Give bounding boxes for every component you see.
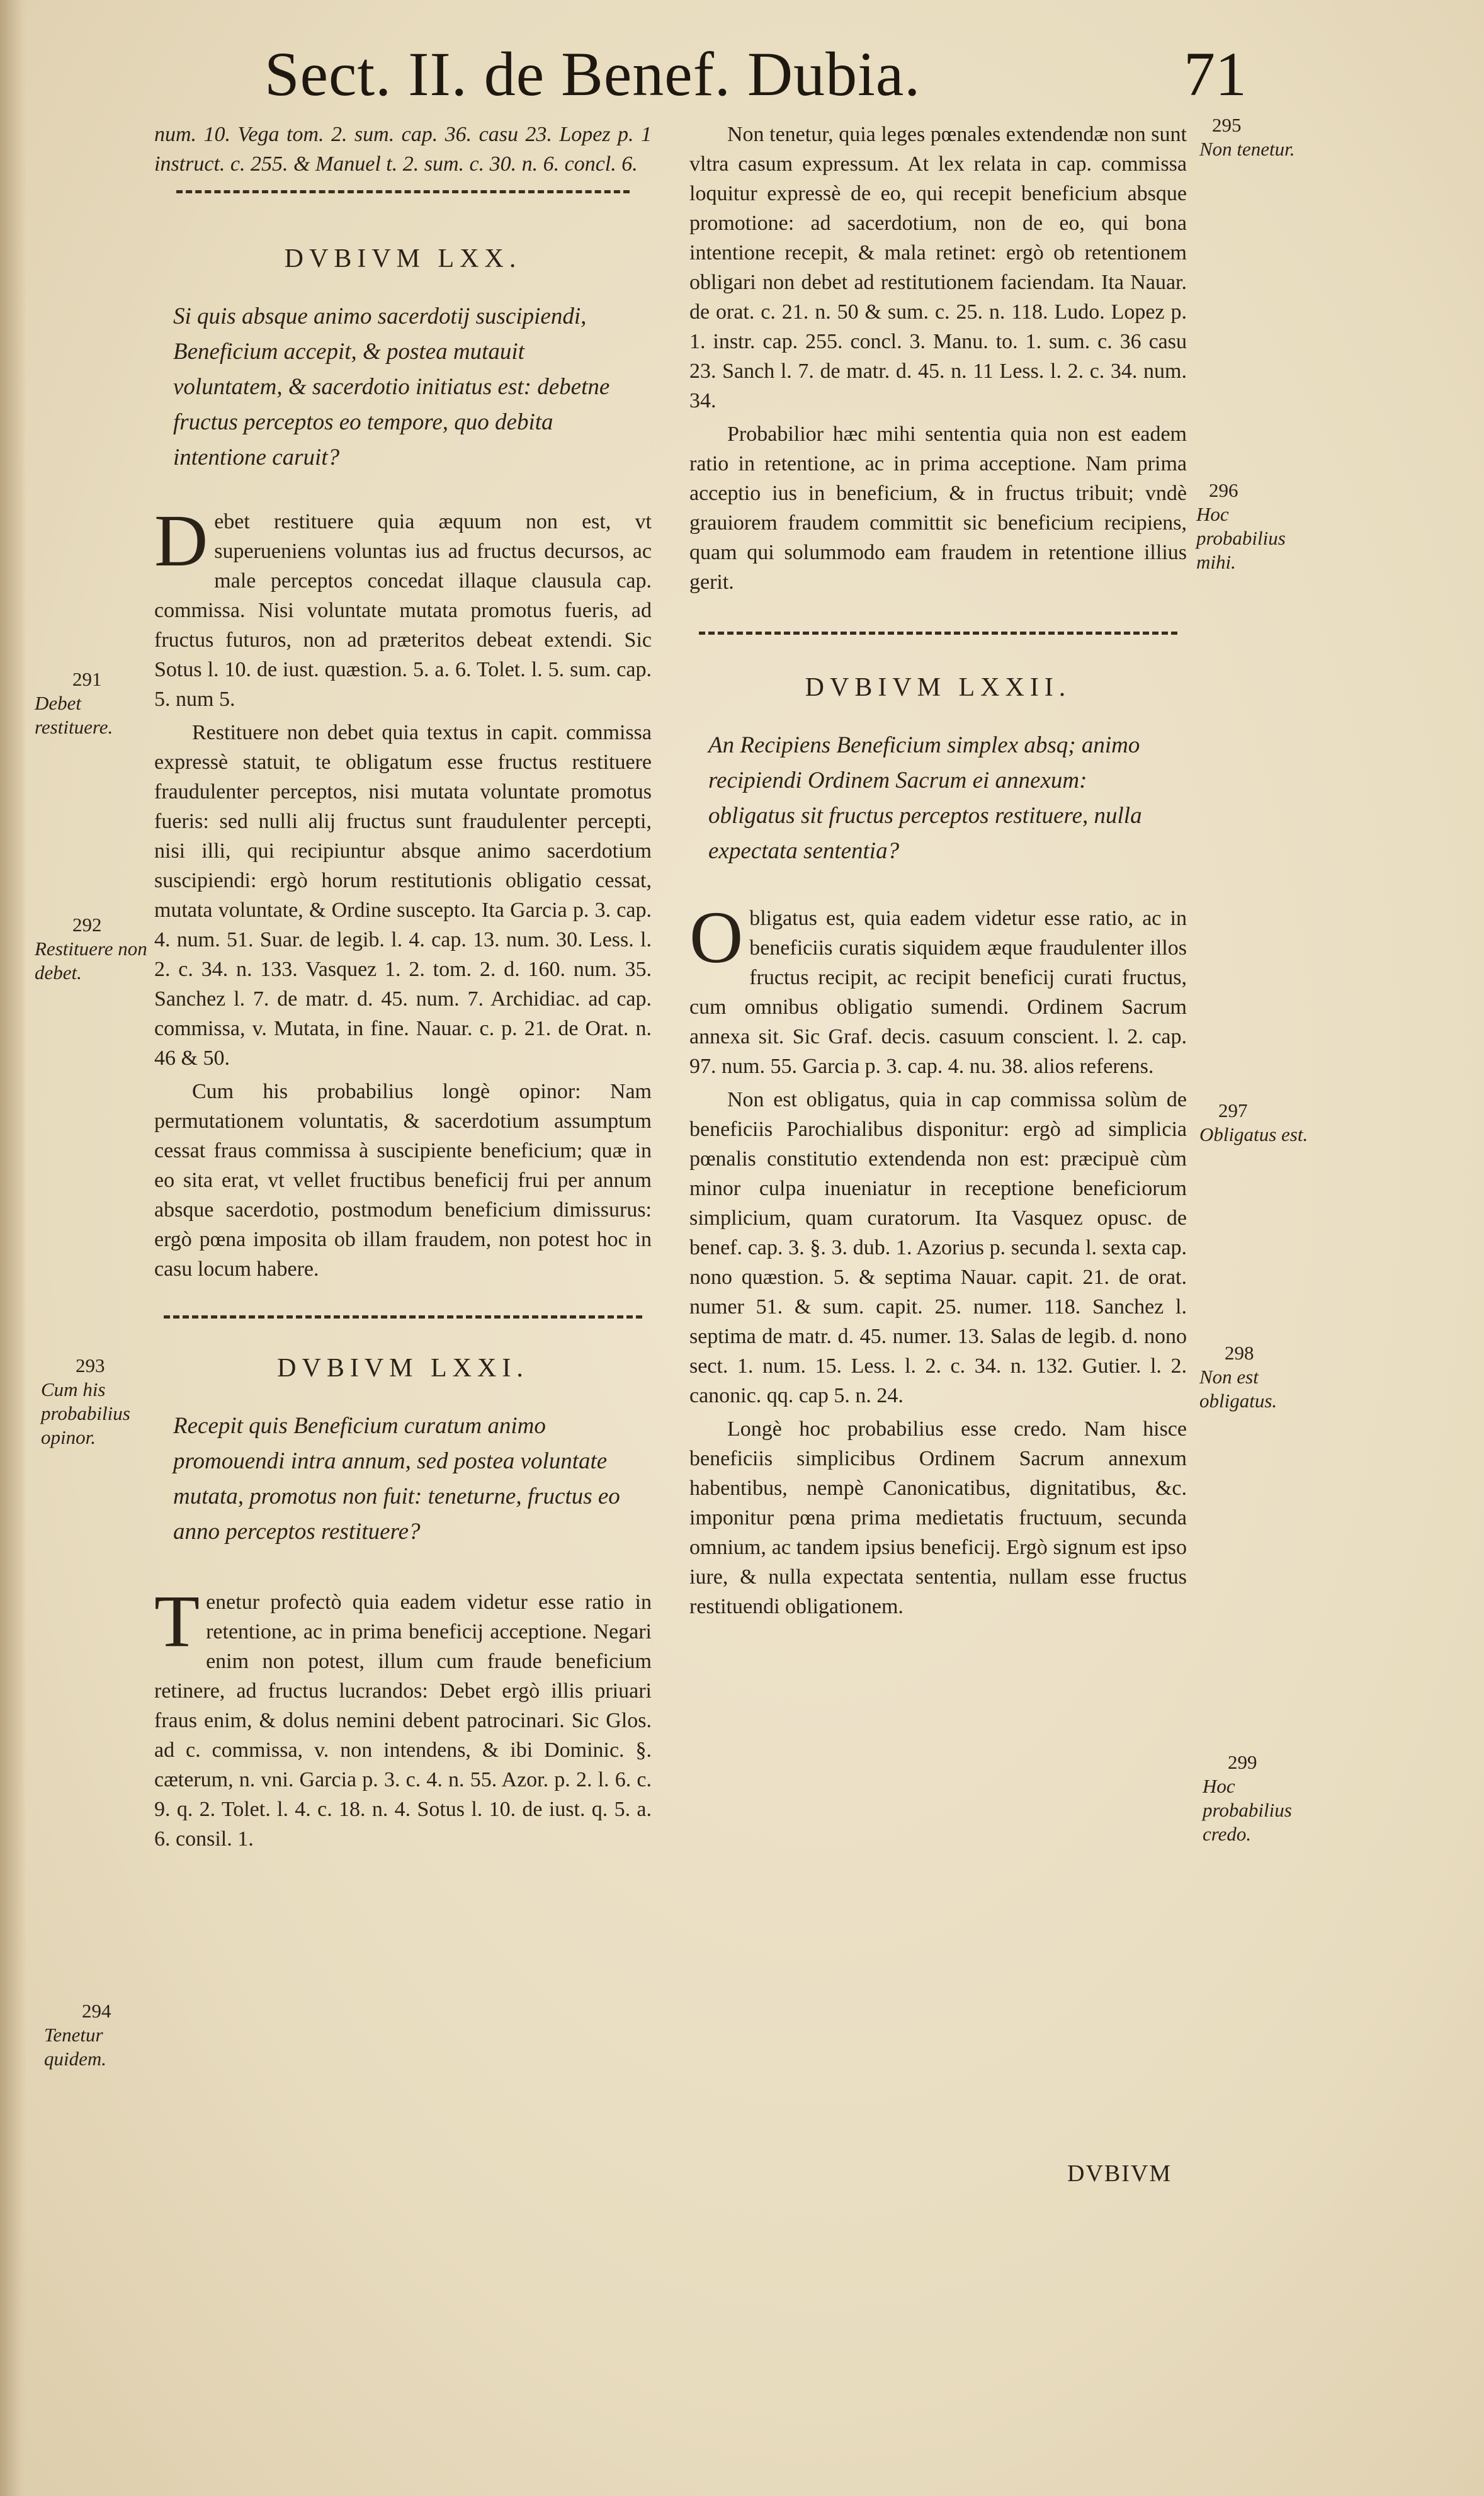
dubium-72-question: An Recipiens Beneficium simplex absq; animo recipiendi Ordinem Sacrum ei annexum: obligatus sit fructus perceptos restituere, nulla expectata sententia? <box>708 732 1142 864</box>
margin-note-number: 292 <box>72 914 102 936</box>
margin-note-297 <box>1199 1099 1313 1147</box>
margin-note-number: 299 <box>1228 1751 1257 1773</box>
margin-note-292 <box>35 913 148 985</box>
margin-note-number: 298 <box>1225 1342 1254 1364</box>
margin-note-298 <box>1199 1341 1313 1413</box>
dubium-71-question: Recepit quis Beneficium curatum animo promouendi intra annum, sed postea voluntate mutata, promotus non fuit: teneturne, fructus eo anno perceptos restituere? <box>173 1413 620 1545</box>
margin-note-text: Restituere non debet. <box>35 938 147 984</box>
margin-note-number: 297 <box>1218 1099 1248 1121</box>
margin-note-text: Hoc probabilius credo. <box>1203 1775 1292 1845</box>
margin-note-number: 295 <box>1212 114 1242 136</box>
margin-note-number: 291 <box>72 668 102 690</box>
margin-note-299 <box>1203 1750 1316 1846</box>
dropcap-o: O <box>689 896 744 979</box>
margin-note-293 <box>41 1354 154 1449</box>
paragraph-298: Non est obligatus, quia in cap commissa solùm de beneficiis Parochialibus disponitur: ergò ad simplicia pœnalis constitutio extendenda non est: præcipuè cùm minor culpa inueniatur in receptione beneficiorum simplicium, quam curatorum. Ita Vasquez opusc. de benef. cap. 3. §. 3. dub. 1. Azorius p. secunda l. sexta cap. nono quæstion. 5. & septima Nauar. capit. 21. de orat. numer 51. & sum. capit. 25. numer. 118. Sanchez l. septima de matr. d. 45. numer. 13. Salas de legib. d. nono sect. 1. num. 15. Less. l. 2. c. 34. n. 132. Gutier. l. 2. canonic. qq. cap 5. n. 24. <box>689 1088 1187 1407</box>
margin-note-text: Tenetur quidem. <box>44 2024 107 2070</box>
margin-note-text: Non tenetur. <box>1199 138 1295 160</box>
paragraph-291 <box>154 499 652 714</box>
running-title: Sect. II. de Benef. Dubia. <box>264 39 921 109</box>
paragraph-297 <box>689 896 1187 1081</box>
paragraph-293: Cum his probabilius longè opinor: Nam permutationem voluntatis, & sacerdotium assumptum cessat fraus commissa à suscipiente beneficium; quæ in eo sita erat, vt vellet fructibus beneficij frui per annum absque sacerdotio, postmodum beneficium dimissurus: ergò pœna imposita ob illam fraudem, non potest hoc in casu locum habere. <box>154 1080 652 1281</box>
margin-note-294 <box>44 1999 157 2071</box>
paragraph-297-text: bligatus est, quia eadem videtur esse ratio, ac in beneficiis curatis siquidem æque fraudulenter illos fructus recipit, ac recipit beneficij curati fructus, cum omnibus obligatio sumendi. Ordinem Sacrum annexa sit. Sic Graf. decis. casuum conscient. l. 2. cap. 97. num. 55. Garcia p. 3. cap. 4. nu. 38. alios referens. <box>689 907 1187 1078</box>
paragraph-296: Probabilior hæc mihi sententia quia non est eadem ratio in retentione, ac in prima acceptione. Nam prima acceptio ius in beneficium, & in fructus tribuit; vndè grauiorem fraudem committit sic beneficium recipiens, quam qui solummodo eam fraudem in retentione illius gerit. <box>689 423 1187 594</box>
dubium-70-heading: DVBIVM LXX. <box>284 244 522 273</box>
paragraph-291-text: ebet restituere quia æquum non est, vt superueniens voluntas ius ad fructus decursos, ac male perceptos concedat illaque clausula cap. commissa. Nisi voluntate mutata promotus fueris, ad fructus futuros, non ad præteritos debeat extendi. Sic Sotus l. 10. de iust. quæstion. 5. a. 6. Tolet. l. 5. sum. cap. 5. num 5. <box>154 510 652 711</box>
running-header <box>264 38 1247 120</box>
margin-note-296 <box>1196 479 1310 574</box>
dubium-70-question: Si quis absque animo sacerdotij suscipiendi, Beneficium accepit, & postea mutauit voluntatem, & sacerdotio initiatus est: debetne fructus perceptos eo tempore, quo debita intentione caruit? <box>173 303 610 470</box>
margin-note-text: Obligatus est. <box>1199 1123 1308 1145</box>
section-divider <box>164 1315 642 1319</box>
dropcap-t: T <box>154 1580 200 1662</box>
margin-note-295 <box>1199 113 1313 161</box>
page-number: 71 <box>1184 39 1247 109</box>
paragraph-299: Longè hoc probabilius esse credo. Nam hisce beneficiis simplicibus Ordinem Sacrum annexum habentibus, nempè Canonicatibus, dignitatibus, &c. imponitur pœna prima medietatis fructuum, secunda omnium, ac tandem ipsius beneficij. Ergò signum est ipso iure, & nulla expectata sententia, nullam esse fructus restituendi obligationem. <box>689 1417 1187 1618</box>
margin-note-number: 293 <box>76 1354 105 1376</box>
paragraph-295: Non tenetur, quia leges pœnales extendendæ non sunt vltra casum expressum. At lex relata in cap. commissa loquitur expressè de eo, qui recepit beneficium absque promotione: ad sacerdotium, non de eo, qui bona intentione recepit, & mala retinet: ergò ob retentionem obligari non debet ad restitutionem faciendam. Ita Nauar. de orat. c. 21. n. 50 & sum. c. 25. n. 118. Ludo. Lopez p. 1. instr. cap. 255. concl. 3. Manu. to. 1. sum. c. 36 casu 23. Sanch l. 7. de matr. d. 45. n. 11 Less. l. 2. c. 34. num. 34. <box>689 123 1187 412</box>
margin-note-number: 296 <box>1209 479 1238 501</box>
paragraph-294-text: enetur profectò quia eadem videtur esse ratio in retentione, ac in prima beneficij acceptione. Negari enim non potest, illum cum fraude beneficium retinere, ad fructus lucrandos: Debet ergò illis priuari fraus enim, & dolus nemini debent patrocinari. Sic Glos. ad c. commissa, v. non intendens, & ibi Dominic. §. cæterum, n. vni. Garcia p. 3. c. 4. n. 55. Azor. p. 2. l. 6. c. 9. q. 2. Tolet. l. 4. c. 18. n. 4. Sotus l. 10. de iust. q. 5. a. 6. consil. 1. <box>154 1591 652 1851</box>
binding-gutter <box>0 0 26 2496</box>
margin-note-291 <box>35 667 148 739</box>
section-divider <box>176 190 630 193</box>
margin-note-text: Debet restituere. <box>35 692 113 738</box>
margin-note-text: Non est obligatus. <box>1199 1366 1277 1412</box>
dubium-72-heading: DVBIVM LXXII. <box>805 673 1072 702</box>
dropcap-d: D <box>154 499 208 582</box>
paragraph-292: Restituere non debet quia textus in capit. commissa expressè statuit, te obligatum esse fructus restituere fraudulenter perceptos, nisi mutata voluntate promotus fueris: sed nulli alij fructus sunt fraudulenter percepti, nisi illi, qui recipiuntur absque animo sacerdotium suscipiendi: ergò horum restitutionis obligatio cessat, mutata voluntate, & Ordine suscepto. Ita Garcia p. 3. cap. 4. num. 51. Suar. de legib. l. 4. cap. 13. num. 30. Less. l. 2. c. 34. n. 133. Vasquez 1. 2. tom. 2. d. 160. num. 35. Sanchez l. 7. de matr. d. 45. num. 7. Archidiac. ad cap. commissa, v. Mutata, in fine. Nauar. c. p. 21. de Orat. n. 46 & 50. <box>154 721 652 1070</box>
margin-note-text: Cum his probabilius opinor. <box>41 1378 130 1448</box>
section-divider <box>699 632 1177 635</box>
right-column <box>689 120 1187 1621</box>
catchword: DVBIVM <box>1067 2160 1172 2187</box>
margin-note-number: 294 <box>82 2000 111 2022</box>
dubium-71-heading: DVBIVM LXXI. <box>277 1354 529 1383</box>
carryover-citation: num. 10. Vega tom. 2. sum. cap. 36. casu 23. Lopez p. 1 instruct. c. 255. & Manuel t. 2. sum. c. 30. n. 6. concl. 6. <box>154 123 652 176</box>
margin-note-text: Hoc probabilius mihi. <box>1196 503 1286 573</box>
paragraph-294 <box>154 1580 652 1854</box>
left-column <box>154 120 652 1854</box>
